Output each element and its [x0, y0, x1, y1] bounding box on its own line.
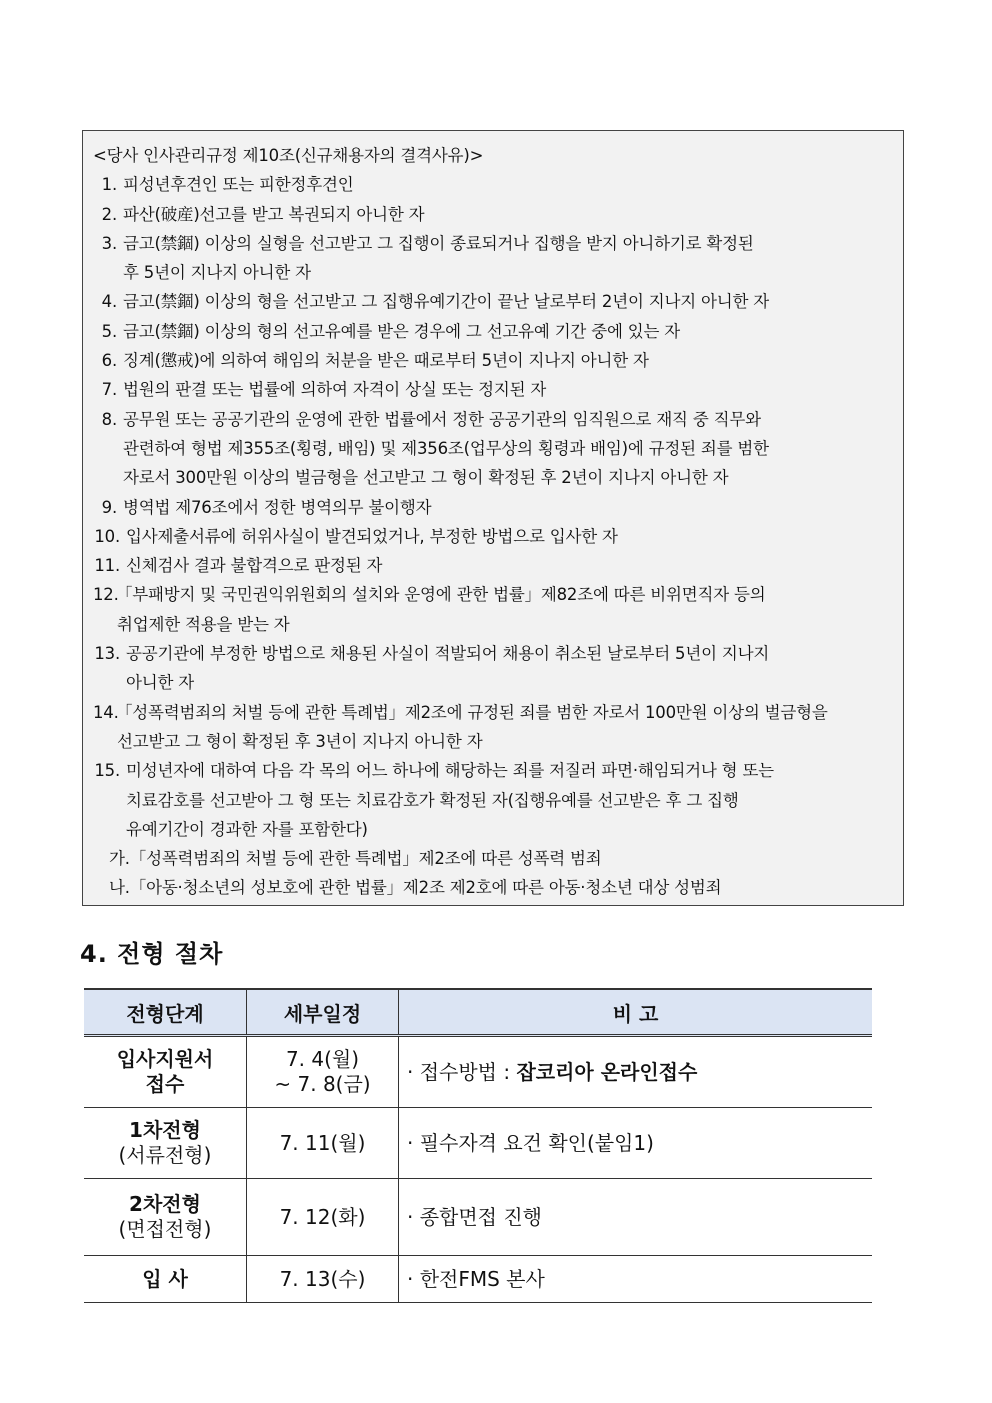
- list-item: [93, 346, 895, 375]
- table-header-row: [84, 989, 872, 1036]
- sub-item: 나.「아동·청소년의 성보호에 관한 법률」제2조 제2호에 따른 아동·청소년 대상 성범죄: [109, 878, 722, 898]
- section-title: 4. 전형 절차: [80, 940, 224, 968]
- sub-item: 가.「성폭력범죄의 처벌 등에 관한 특례법」제2조에 따른 성폭력 범죄: [109, 849, 602, 869]
- stage-cell: 입 사: [84, 1256, 247, 1303]
- item-text: 「부패방지 및 국민권익위원회의 설치와 운영에 관한 법률」제82조에 따른 비위면직자 등의 취업제한 적용을 받는 자: [116, 585, 766, 634]
- note-cell: · 필수자격 요건 확인(붙임1): [399, 1108, 873, 1179]
- item-number: 10.: [94, 526, 120, 546]
- note-cell: · 접수방법 : 잡코리아 온라인접수: [399, 1036, 873, 1108]
- item-text: 금고(禁錮) 이상의 실형을 선고받고 그 집행이 종료되거나 집행을 받지 아니하기로 확정된 후 5년이 지나지 아니한 자: [123, 233, 754, 283]
- list-item: [93, 405, 895, 493]
- date-cell: 7. 13(수): [247, 1256, 399, 1303]
- item-number: 2.: [101, 204, 117, 224]
- stage-cell: 입사지원서 접수: [84, 1036, 247, 1108]
- date-cell: 7. 4(월) ~ 7. 8(금): [247, 1036, 399, 1108]
- item-number: 5.: [101, 321, 117, 341]
- table-row: [84, 1108, 872, 1179]
- date-cell: 7. 11(월): [247, 1108, 399, 1179]
- item-number: 13.: [94, 644, 120, 664]
- item-text: 공공기관에 부정한 방법으로 채용된 사실이 적발되어 채용이 취소된 날로부터 5년이 지나지 아니한 자: [126, 644, 770, 693]
- list-item: [93, 317, 895, 346]
- item-number: 3.: [101, 233, 117, 253]
- item-number: 7.: [101, 380, 117, 400]
- list-item: [93, 287, 895, 316]
- item-text: 입사제출서류에 허위사실이 발견되었거나, 부정한 방법으로 입사한 자: [126, 526, 618, 546]
- note-cell: · 종합면접 진행: [399, 1179, 873, 1256]
- list-item: [93, 522, 895, 551]
- date-cell: 7. 12(화): [247, 1179, 399, 1256]
- item-number: 14.: [93, 702, 119, 722]
- list-item: [93, 756, 895, 844]
- stage-cell: 2차전형 (면접전형): [84, 1179, 247, 1256]
- table-row: [84, 1179, 872, 1256]
- item-number: 1.: [101, 175, 117, 195]
- item-text: 징계(懲戒)에 의하여 해임의 처분을 받은 때로부터 5년이 지나지 아니한 자: [123, 351, 649, 371]
- stage-cell: 1차전형 (서류전형): [84, 1108, 247, 1179]
- list-item: [93, 493, 895, 522]
- header-stage: 전형단계: [84, 989, 247, 1036]
- list-item: [93, 580, 895, 639]
- item-number: 8.: [101, 409, 117, 429]
- item-number: 11.: [94, 556, 120, 576]
- header-date: 세부일정: [247, 989, 399, 1036]
- item-number: 15.: [94, 761, 120, 781]
- list-item: [93, 200, 895, 229]
- item-number: 6.: [101, 351, 117, 371]
- table-row: [84, 1256, 872, 1303]
- item-number: 9.: [101, 497, 117, 517]
- item-text: 금고(禁錮) 이상의 형을 선고받고 그 집행유예기간이 끝난 날로부터 2년이 지나지 아니한 자: [123, 292, 769, 312]
- item-number: 12.: [93, 585, 119, 605]
- item-text: 피성년후견인 또는 피한정후견인: [123, 175, 354, 195]
- item-text: 금고(禁錮) 이상의 형의 선고유예를 받은 경우에 그 선고유예 기간 중에 있는 자: [123, 321, 680, 341]
- list-item: [93, 698, 895, 757]
- item-text: 병역법 제76조에서 정한 병역의무 불이행자: [123, 497, 432, 517]
- item-number: 4.: [101, 292, 117, 312]
- header-note: 비 고: [399, 989, 873, 1036]
- list-item: [93, 229, 895, 288]
- table-row: [84, 1036, 872, 1108]
- disqualification-box: [82, 130, 904, 906]
- sub-list: [93, 844, 895, 903]
- list-item: [93, 551, 895, 580]
- item-text: 공무원 또는 공공기관의 운영에 관한 법률에서 정한 공공기관의 임직원으로 재직 중 직무와 관련하여 형법 제355조(횡령, 배임) 및 제356조(업무상의 횡령과 배임)에 규정된 죄를 범한 자로서 300만원 이상의 벌금형을 선고받고 그 형이 확정된 후 2년이 지나지 아니한 자: [123, 409, 769, 488]
- schedule-table: [84, 988, 872, 1303]
- note-cell: · 한전FMS 본사: [399, 1256, 873, 1303]
- item-text: 파산(破産)선고를 받고 복권되지 아니한 자: [123, 204, 425, 224]
- disqualification-list: [93, 170, 895, 844]
- item-text: 신체검사 결과 불합격으로 판정된 자: [126, 556, 383, 576]
- list-item: [93, 170, 895, 199]
- list-item: [93, 375, 895, 404]
- box-header: <당사 인사관리규정 제10조(신규채용자의 결격사유)>: [93, 146, 484, 165]
- item-text: 법원의 판결 또는 법률에 의하여 자격이 상실 또는 정지된 자: [123, 380, 547, 400]
- list-item: [93, 639, 895, 698]
- item-text: 「성폭력범죄의 처벌 등에 관한 특례법」제2조에 규정된 죄를 범한 자로서 100만원 이상의 벌금형을 선고받고 그 형이 확정된 후 3년이 지나지 아니한 자: [116, 702, 828, 751]
- item-text: 미성년자에 대하여 다음 각 목의 어느 하나에 해당하는 죄를 저질러 파면·해임되거나 형 또는 치료감호를 선고받아 그 형 또는 치료감호가 확정된 자(집행유예를 선고받은 후 그 집행 유예기간이 경과한 자를 포함한다): [126, 761, 774, 839]
